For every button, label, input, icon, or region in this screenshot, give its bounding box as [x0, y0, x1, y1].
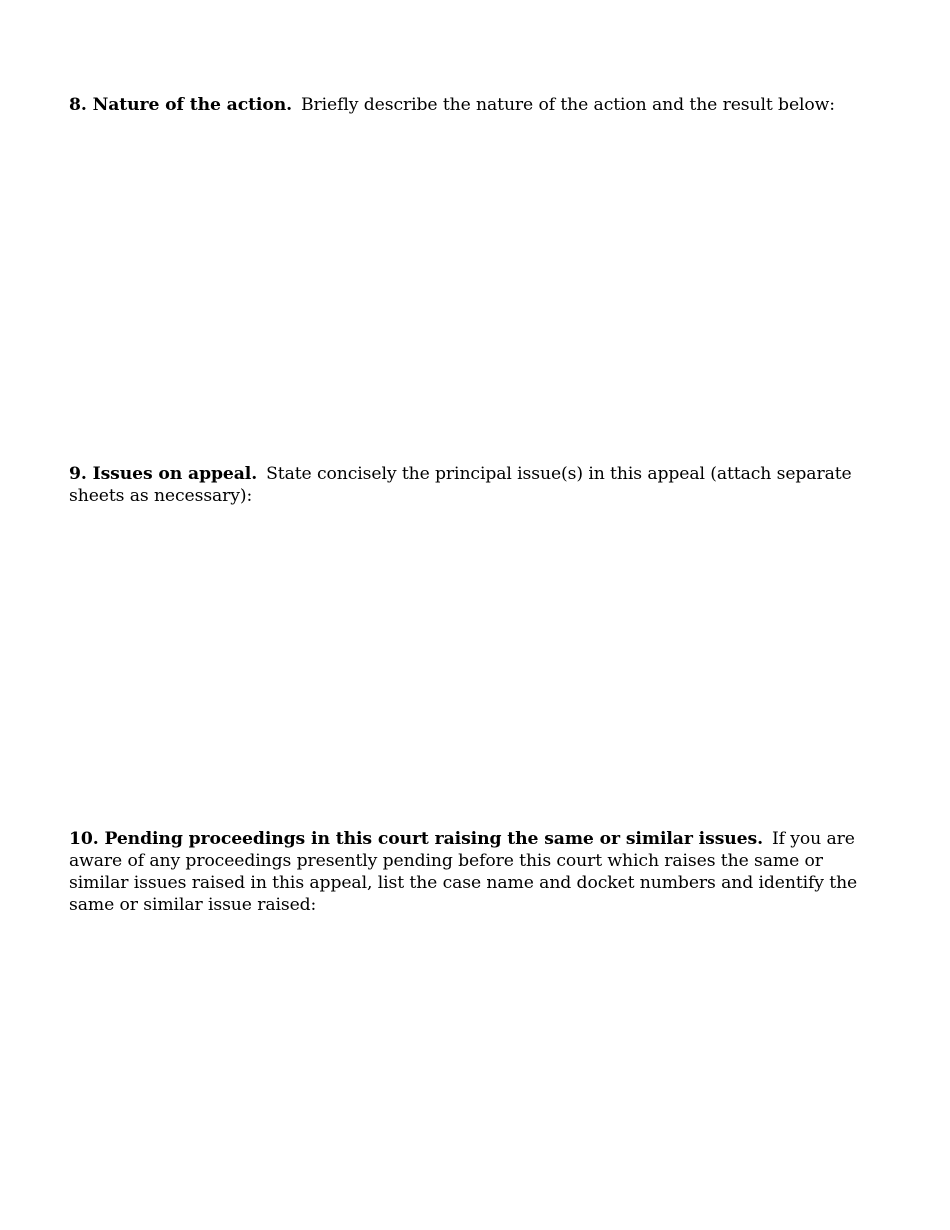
section-instructions: Briefly describe the nature of the action and the result below:	[301, 95, 835, 115]
section-instructions: State concisely the principal issue(s) in this appeal (attach separate sheets as necessary):	[69, 464, 852, 506]
section-issues-on-appeal	[69, 463, 869, 507]
section-instructions: If you are aware of any proceedings presently pending before this court which raises the same or similar issues raised in this appeal, list the case name and docket numbers and identify the same or similar issue raised:	[69, 829, 858, 915]
section-nature-of-action	[69, 94, 869, 116]
section-heading: 10. Pending proceedings in this court raising the same or similar issues.	[69, 829, 763, 849]
section-pending-proceedings	[69, 828, 869, 916]
section-heading: 8. Nature of the action.	[69, 95, 292, 115]
section-heading: 9. Issues on appeal.	[69, 464, 258, 484]
